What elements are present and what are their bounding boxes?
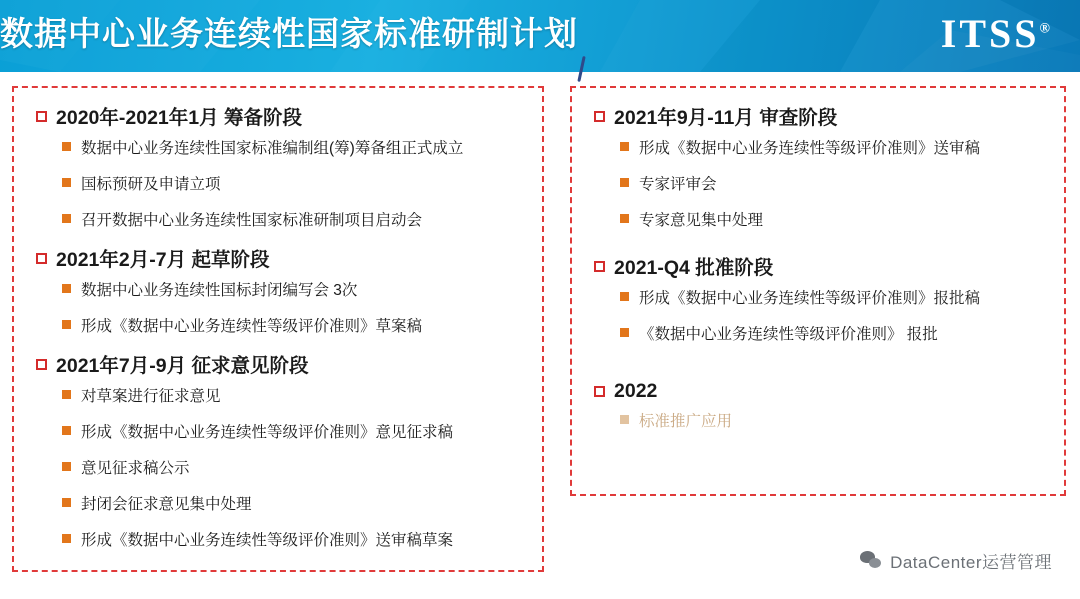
list-item xyxy=(620,136,1064,158)
list-item xyxy=(62,136,542,158)
itss-logo-text: ITSS xyxy=(940,11,1040,56)
section-heading xyxy=(594,380,1064,403)
list-item-label: 《数据中心业务连续性等级评价准则》 报批 xyxy=(639,326,938,343)
square-marker-icon xyxy=(36,359,47,370)
list-item-label: 国标预研及申请立项 xyxy=(81,176,221,193)
square-marker-icon xyxy=(594,261,605,272)
section-title: 2020年-2021年1月 筹备阶段 xyxy=(56,107,303,129)
section-drafting xyxy=(14,244,542,336)
footer-watermark xyxy=(860,548,1052,573)
list-item xyxy=(62,314,542,336)
bullet-square-icon xyxy=(62,178,71,187)
list-item xyxy=(62,492,542,514)
section-public-comment xyxy=(14,350,542,550)
bullet-square-icon xyxy=(62,534,71,543)
list-item xyxy=(620,286,1064,308)
bullet-square-icon xyxy=(62,498,71,507)
bullet-square-icon xyxy=(620,178,629,187)
bullet-list xyxy=(14,384,542,550)
list-item-label: 标准推广应用 xyxy=(639,413,733,430)
header-band xyxy=(0,0,1080,72)
list-item xyxy=(620,322,1064,344)
bullet-square-icon xyxy=(620,328,629,337)
section-title: 2021年7月-9月 征求意见阶段 xyxy=(56,355,309,377)
list-item xyxy=(62,456,542,478)
bullet-square-icon xyxy=(620,214,629,223)
section-heading xyxy=(594,102,1064,130)
section-title: 2021-Q4 批准阶段 xyxy=(614,257,774,279)
section-heading xyxy=(36,350,542,378)
itss-logo xyxy=(941,10,1050,57)
bullet-square-icon xyxy=(62,214,71,223)
list-item-label: 专家意见集中处理 xyxy=(639,212,764,229)
bullet-square-icon xyxy=(62,320,71,329)
bullet-list xyxy=(572,286,1064,344)
bullet-list xyxy=(572,136,1064,230)
bullet-square-icon xyxy=(62,462,71,471)
list-item-label: 数据中心业务连续性国家标准编制组(筹)筹备组正式成立 xyxy=(81,140,464,157)
list-item-label: 形成《数据中心业务连续性等级评价准则》报批稿 xyxy=(639,290,981,307)
section-2022 xyxy=(572,380,1064,431)
square-marker-icon xyxy=(36,111,47,122)
list-item-label: 形成《数据中心业务连续性等级评价准则》草案稿 xyxy=(81,318,423,335)
list-item-label: 形成《数据中心业务连续性等级评价准则》意见征求稿 xyxy=(81,424,454,441)
list-item xyxy=(62,384,542,406)
left-timeline-panel xyxy=(12,86,544,572)
registered-mark: ® xyxy=(1039,21,1050,37)
square-marker-icon xyxy=(594,386,605,397)
bullet-square-icon xyxy=(620,142,629,151)
bullet-list xyxy=(572,409,1064,431)
list-item-label: 召开数据中心业务连续性国家标准研制项目启动会 xyxy=(81,212,423,229)
bullet-square-icon xyxy=(620,292,629,301)
bullet-square-icon xyxy=(62,390,71,399)
list-item-label: 对草案进行征求意见 xyxy=(81,388,221,405)
square-marker-icon xyxy=(36,253,47,264)
watermark-label: DataCenter运营管理 xyxy=(890,553,1052,572)
list-item-label: 专家评审会 xyxy=(639,176,717,193)
page-title: 数据中心业务连续性国家标准研制计划 xyxy=(0,15,578,52)
list-item xyxy=(62,278,542,300)
list-item xyxy=(620,208,1064,230)
section-approval xyxy=(572,252,1064,344)
section-heading xyxy=(36,244,542,272)
list-item xyxy=(620,172,1064,194)
list-item-label: 形成《数据中心业务连续性等级评价准则》送审稿 xyxy=(639,140,981,157)
list-item xyxy=(62,208,542,230)
bullet-square-icon xyxy=(62,426,71,435)
list-item-label: 形成《数据中心业务连续性等级评价准则》送审稿草案 xyxy=(81,532,454,549)
section-title: 2021年2月-7月 起草阶段 xyxy=(56,249,270,271)
bullet-list xyxy=(14,278,542,336)
section-heading xyxy=(36,102,542,130)
list-item-label: 数据中心业务连续性国标封闭编写会 3次 xyxy=(81,282,358,299)
right-timeline-panel xyxy=(570,86,1066,496)
bullet-square-icon xyxy=(62,142,71,151)
list-item xyxy=(620,409,1064,431)
bullet-square-icon xyxy=(620,415,629,424)
list-item-label: 封闭会征求意见集中处理 xyxy=(81,496,252,513)
bullet-list xyxy=(14,136,542,230)
section-review xyxy=(572,102,1064,230)
list-item xyxy=(62,420,542,442)
section-title: 2021年9月-11月 审查阶段 xyxy=(614,107,838,129)
section-preparation xyxy=(14,102,542,230)
list-item xyxy=(62,172,542,194)
section-heading xyxy=(594,252,1064,280)
bullet-square-icon xyxy=(62,284,71,293)
wechat-icon xyxy=(860,551,882,570)
list-item xyxy=(62,528,542,550)
section-title: 2022 xyxy=(614,380,658,402)
list-item-label: 意见征求稿公示 xyxy=(81,460,190,477)
square-marker-icon xyxy=(594,111,605,122)
